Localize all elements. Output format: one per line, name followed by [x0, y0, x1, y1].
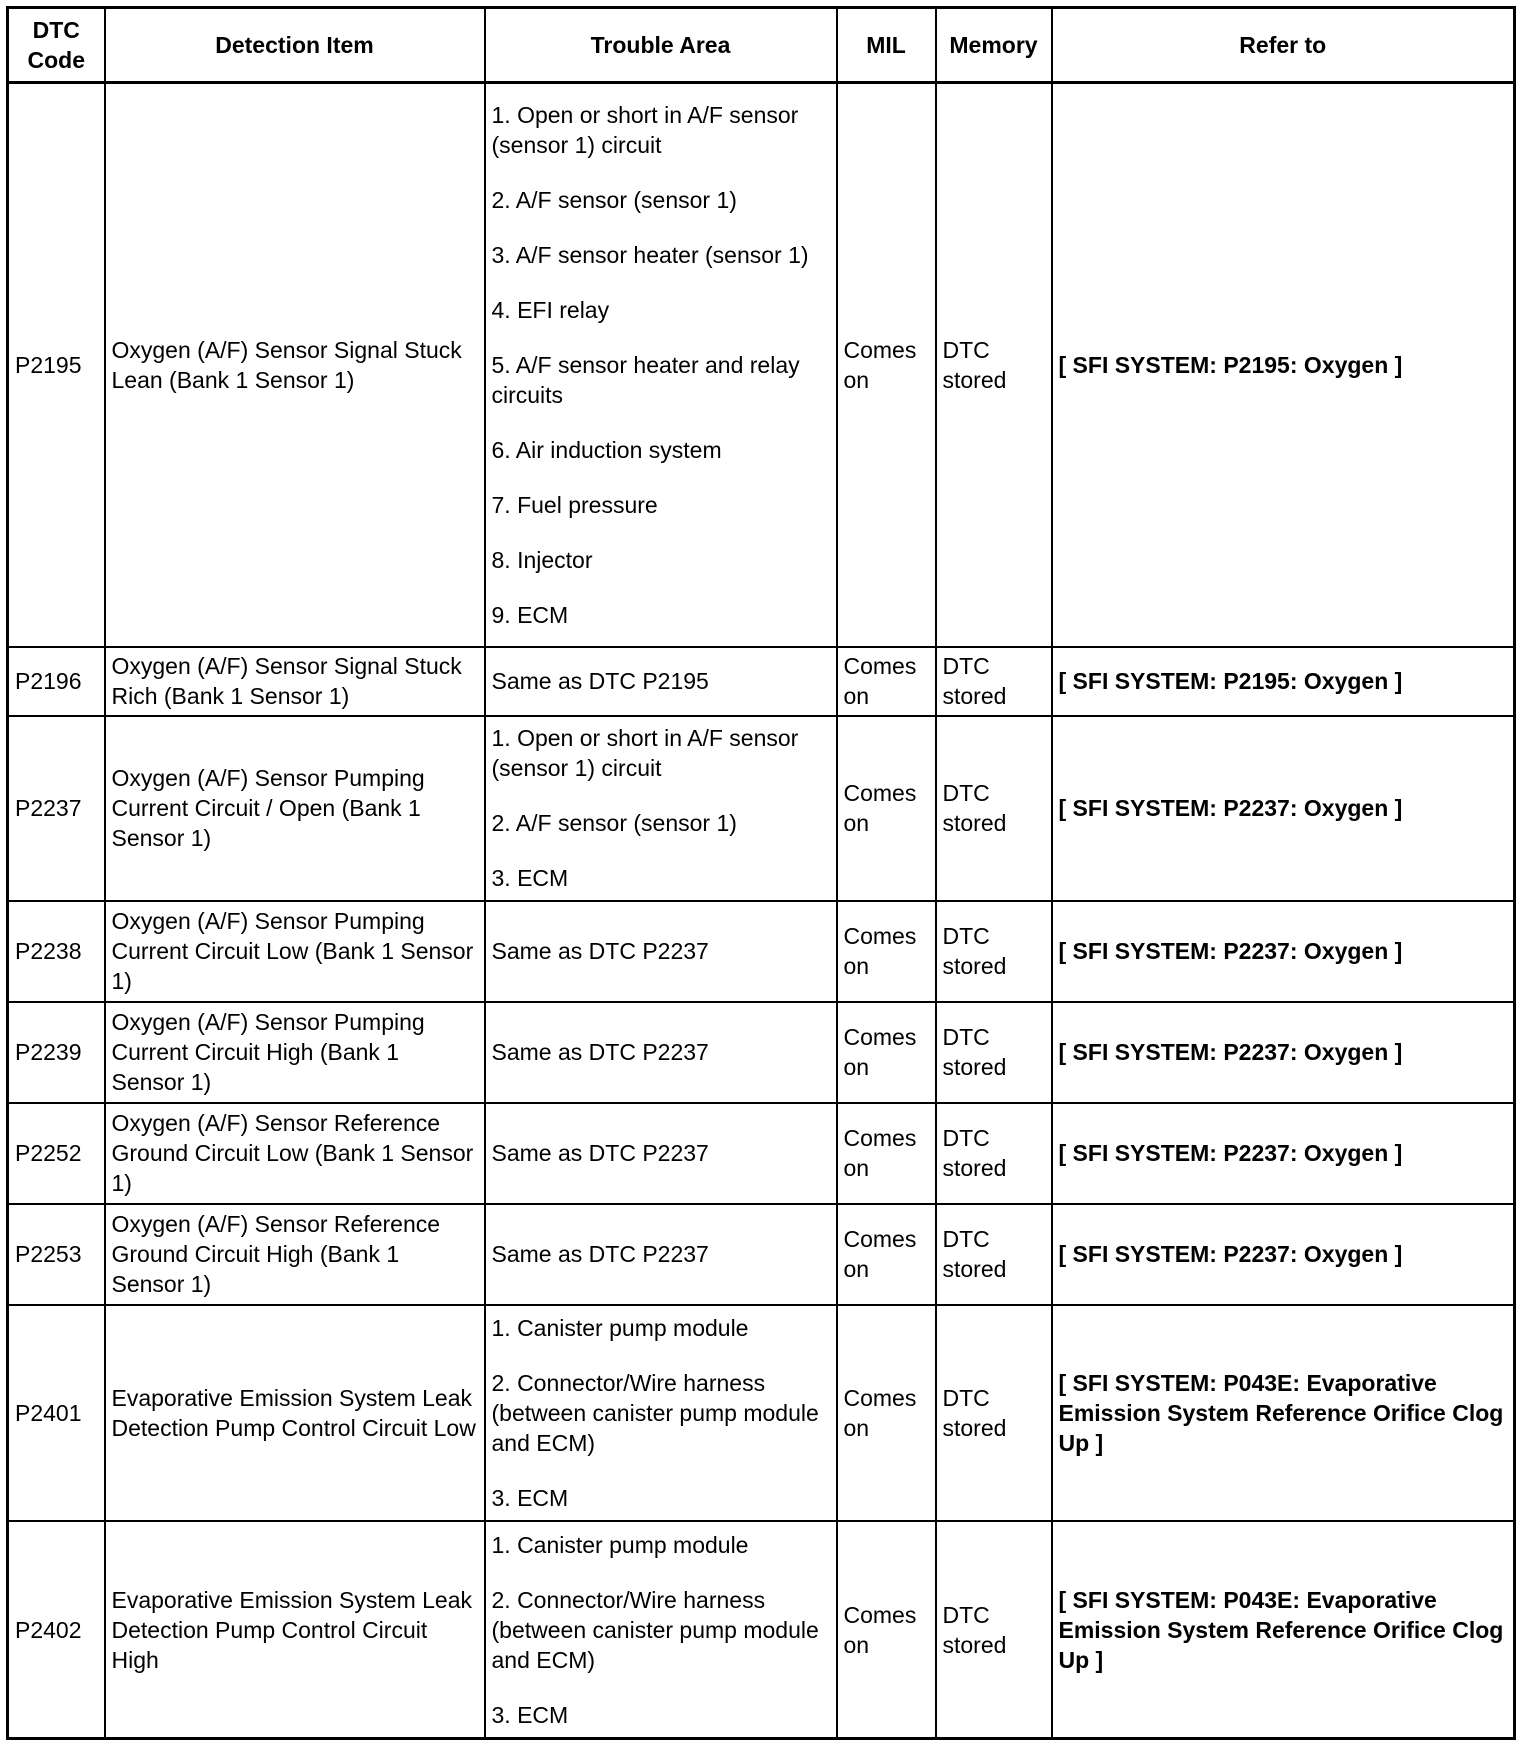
- dtc-code-cell: P2195: [8, 83, 105, 647]
- trouble-area-item: 1. Open or short in A/F sensor (sensor 1) circuit: [491, 101, 799, 158]
- trouble-area-item: 2. Connector/Wire harness (between canister pump module and ECM): [491, 1370, 819, 1456]
- trouble-area-item: 2. Connector/Wire harness (between canister pump module and ECM): [491, 1586, 819, 1673]
- detection-item-cell: Oxygen (A/F) Sensor Pumping Current Circuit Low (Bank 1 Sensor 1): [105, 901, 485, 1002]
- table-row: [8, 1103, 1515, 1204]
- mil-cell: Comes on: [837, 1521, 936, 1738]
- mil-cell: Comes on: [837, 1305, 936, 1522]
- header-detection-item: Detection Item: [105, 8, 485, 83]
- refer-to-link: [ SFI SYSTEM: P2237: Oxygen ]: [1052, 901, 1515, 1002]
- trouble-area-item: 1. Canister pump module: [491, 1531, 749, 1558]
- dtc-code-cell: P2253: [8, 1204, 105, 1305]
- memory-cell: DTC stored: [936, 83, 1052, 647]
- dtc-code-cell: P2401: [8, 1305, 105, 1522]
- table-row: [8, 647, 1515, 716]
- trouble-area-item: 7. Fuel pressure: [491, 491, 658, 518]
- dtc-code-cell: P2402: [8, 1521, 105, 1738]
- dtc-code-cell: P2252: [8, 1103, 105, 1204]
- memory-cell: DTC stored: [936, 647, 1052, 716]
- header-refer-to: Refer to: [1052, 8, 1515, 83]
- detection-item-cell: Evaporative Emission System Leak Detection Pump Control Circuit High: [105, 1521, 485, 1738]
- refer-to-link: [ SFI SYSTEM: P2195: Oxygen ]: [1052, 647, 1515, 716]
- trouble-area-item: 1. Canister pump module: [491, 1315, 749, 1341]
- trouble-area-item: 3. A/F sensor heater (sensor 1): [491, 241, 809, 268]
- refer-to-link: [ SFI SYSTEM: P043E: Evaporative Emission System Reference Orifice Clog Up ]: [1052, 1305, 1515, 1522]
- trouble-area-cell: [485, 1103, 837, 1204]
- detection-item-cell: Oxygen (A/F) Sensor Signal Stuck Lean (Bank 1 Sensor 1): [105, 83, 485, 647]
- trouble-area-cell: [485, 1002, 837, 1103]
- trouble-area-item: 1. Open or short in A/F sensor (sensor 1) circuit: [491, 725, 799, 782]
- trouble-area-item: 4. EFI relay: [491, 296, 610, 323]
- dtc-table: [6, 6, 1516, 1740]
- table-row: [8, 83, 1515, 647]
- trouble-area-cell: [485, 716, 837, 901]
- dtc-code-cell: P2238: [8, 901, 105, 1002]
- mil-cell: Comes on: [837, 647, 936, 716]
- trouble-area-item: 3. ECM: [491, 1701, 569, 1728]
- mil-cell: Comes on: [837, 1002, 936, 1103]
- trouble-area-item: 2. A/F sensor (sensor 1): [491, 186, 737, 213]
- trouble-area-item: 8. Injector: [491, 546, 593, 573]
- mil-cell: Comes on: [837, 901, 936, 1002]
- table-row: [8, 1521, 1515, 1738]
- trouble-area-item: Same as DTC P2237: [491, 1039, 709, 1066]
- detection-item-cell: Oxygen (A/F) Sensor Pumping Current Circuit / Open (Bank 1 Sensor 1): [105, 716, 485, 901]
- trouble-area-item: 3. ECM: [491, 1485, 569, 1511]
- table-row: [8, 1204, 1515, 1305]
- dtc-code-cell: P2239: [8, 1002, 105, 1103]
- mil-cell: Comes on: [837, 1103, 936, 1204]
- dtc-code-cell: P2237: [8, 716, 105, 901]
- table-row: [8, 716, 1515, 901]
- memory-cell: DTC stored: [936, 1521, 1052, 1738]
- header-memory: Memory: [936, 8, 1052, 83]
- detection-item-cell: Oxygen (A/F) Sensor Pumping Current Circuit High (Bank 1 Sensor 1): [105, 1002, 485, 1103]
- memory-cell: DTC stored: [936, 1204, 1052, 1305]
- trouble-area-cell: [485, 1305, 837, 1522]
- table-body: [8, 83, 1515, 1739]
- trouble-area-item: 6. Air induction system: [491, 436, 722, 463]
- detection-item-cell: Evaporative Emission System Leak Detection Pump Control Circuit Low: [105, 1305, 485, 1522]
- trouble-area-item: 9. ECM: [491, 601, 569, 628]
- trouble-area-item: Same as DTC P2237: [491, 1241, 709, 1268]
- table-row: [8, 901, 1515, 1002]
- table-row: [8, 1002, 1515, 1103]
- mil-cell: Comes on: [837, 716, 936, 901]
- header-dtc-code-line2: Code: [27, 47, 85, 73]
- header-mil: MIL: [837, 8, 936, 83]
- header-dtc-code-line1: DTC: [32, 17, 80, 43]
- refer-to-link: [ SFI SYSTEM: P2195: Oxygen ]: [1052, 83, 1515, 647]
- memory-cell: DTC stored: [936, 1103, 1052, 1204]
- header-row: [8, 8, 1515, 83]
- trouble-area-item: Same as DTC P2237: [491, 938, 709, 965]
- trouble-area-cell: [485, 1521, 837, 1738]
- header-trouble-area: Trouble Area: [485, 8, 837, 83]
- trouble-area-item: Same as DTC P2237: [491, 1140, 709, 1167]
- refer-to-link: [ SFI SYSTEM: P2237: Oxygen ]: [1052, 1204, 1515, 1305]
- detection-item-cell: Oxygen (A/F) Sensor Signal Stuck Rich (Bank 1 Sensor 1): [105, 647, 485, 716]
- memory-cell: DTC stored: [936, 1305, 1052, 1522]
- mil-cell: Comes on: [837, 1204, 936, 1305]
- mil-cell: Comes on: [837, 83, 936, 647]
- trouble-area-cell: [485, 901, 837, 1002]
- memory-cell: DTC stored: [936, 1002, 1052, 1103]
- dtc-code-cell: P2196: [8, 647, 105, 716]
- refer-to-link: [ SFI SYSTEM: P2237: Oxygen ]: [1052, 716, 1515, 901]
- header-dtc-code: [8, 8, 105, 83]
- memory-cell: DTC stored: [936, 901, 1052, 1002]
- refer-to-link: [ SFI SYSTEM: P2237: Oxygen ]: [1052, 1002, 1515, 1103]
- refer-to-link: [ SFI SYSTEM: P043E: Evaporative Emission System Reference Orifice Clog Up ]: [1052, 1521, 1515, 1738]
- trouble-area-item: 2. A/F sensor (sensor 1): [491, 810, 737, 837]
- trouble-area-cell: [485, 647, 837, 716]
- detection-item-cell: Oxygen (A/F) Sensor Reference Ground Circuit Low (Bank 1 Sensor 1): [105, 1103, 485, 1204]
- trouble-area-item: Same as DTC P2195: [491, 668, 709, 695]
- detection-item-cell: Oxygen (A/F) Sensor Reference Ground Circuit High (Bank 1 Sensor 1): [105, 1204, 485, 1305]
- trouble-area-cell: [485, 1204, 837, 1305]
- memory-cell: DTC stored: [936, 716, 1052, 901]
- refer-to-link: [ SFI SYSTEM: P2237: Oxygen ]: [1052, 1103, 1515, 1204]
- trouble-area-item: 5. A/F sensor heater and relay circuits: [491, 351, 800, 408]
- trouble-area-item: 3. ECM: [491, 865, 569, 892]
- table-row: [8, 1305, 1515, 1522]
- trouble-area-cell: [485, 83, 837, 647]
